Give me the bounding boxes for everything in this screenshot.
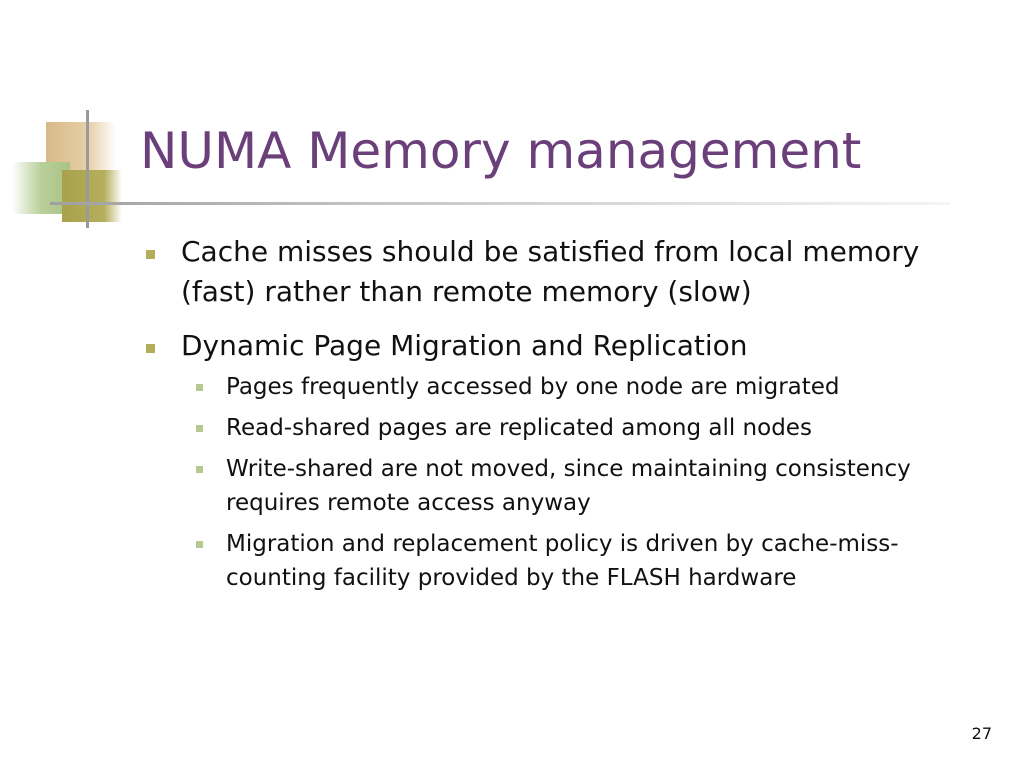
square-bullet-icon xyxy=(196,384,203,391)
sub-bullet-text: Write-shared are not moved, since maintaining consistency requires remote access anyway xyxy=(226,456,911,516)
sub-bullet-item xyxy=(140,452,980,520)
square-bullet-icon xyxy=(196,541,203,548)
bullet-list xyxy=(140,232,980,595)
sub-bullet-text: Read-shared pages are replicated among all nodes xyxy=(226,415,812,441)
square-bullet-icon xyxy=(196,466,203,473)
slide-title: NUMA Memory management xyxy=(140,122,862,180)
bullet-item xyxy=(140,232,980,312)
bullet-text: Cache misses should be satisfied from local memory (fast) rather than remote memory (slow) xyxy=(181,235,920,308)
sub-bullet-text: Pages frequently accessed by one node are migrated xyxy=(226,374,840,400)
olive-square-decoration xyxy=(62,170,122,222)
title-underline-rule xyxy=(50,202,950,205)
sub-bullet-list xyxy=(181,370,980,595)
sub-bullet-item xyxy=(140,411,980,445)
square-bullet-icon xyxy=(196,425,203,432)
decorative-logo-block xyxy=(0,100,150,230)
sub-bullet-text: Migration and replacement policy is driven by cache-miss-counting facility provided by the FLASH hardware xyxy=(226,531,899,591)
page-number: 27 xyxy=(971,724,992,743)
square-bullet-icon xyxy=(146,344,155,353)
bullet-text: Dynamic Page Migration and Replication xyxy=(181,329,748,362)
vertical-rule xyxy=(86,110,89,228)
sub-bullet-item xyxy=(140,527,980,595)
sub-bullet-item xyxy=(140,370,980,404)
bullet-item xyxy=(140,326,980,595)
square-bullet-icon xyxy=(146,250,155,259)
slide-content xyxy=(140,232,980,609)
